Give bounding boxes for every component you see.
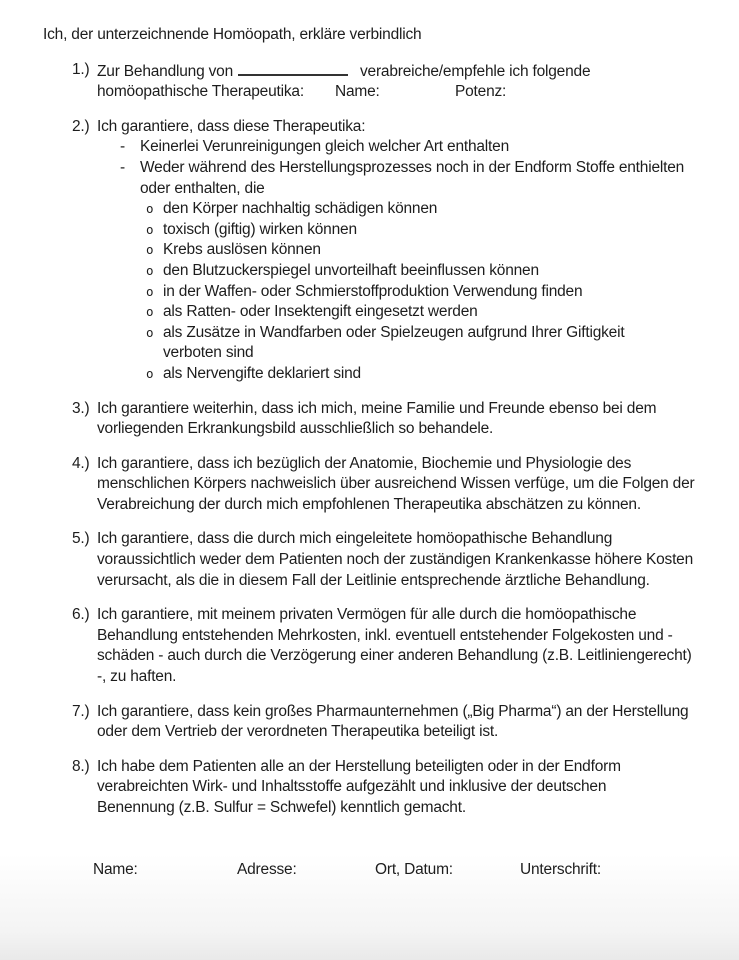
- item-text-line: Ich garantiere, dass die durch mich eingeleitete homöopathische Behandlung: [97, 530, 613, 548]
- list-item-7: [72, 702, 705, 743]
- signature-row: [43, 860, 705, 881]
- bullet-text-line: als Zusätze in Wandfarben oder Spielzeugen aufgrund Ihrer Giftigkeit: [163, 323, 625, 341]
- item-body: [97, 702, 705, 743]
- item-number: 1.): [72, 60, 90, 78]
- item-text-line: oder dem Vertrieb der verordneten Therapeutika beteiligt ist.: [97, 723, 499, 741]
- circle-bullet-item: [146, 261, 705, 282]
- circle-bullet-list: [97, 199, 705, 384]
- signature-label-0: Name:: [93, 860, 138, 878]
- column-label-potenz: Potenz:: [455, 83, 507, 101]
- item-lead-line: Ich garantiere, dass diese Therapeutika:: [97, 117, 366, 135]
- bullet-body: [163, 302, 705, 323]
- circle-bullet-icon: o: [146, 283, 154, 299]
- bullet-text-line: Weder während des Herstellungsprozesses noch in der Endform Stoffe enthielten: [140, 158, 685, 176]
- item-number: 6.): [72, 606, 90, 624]
- bullet-body: [163, 199, 705, 220]
- bullet-body: [163, 261, 705, 282]
- item-body: [97, 60, 705, 103]
- list-item-6: [72, 605, 705, 687]
- item-number: 7.): [72, 702, 90, 720]
- blank-underline-field: [238, 60, 348, 76]
- item-text-line: verabreichten Wirk- und Inhaltsstoffe aufgezählt und inklusive der deutschen: [97, 778, 607, 796]
- circle-bullet-item: [146, 282, 705, 303]
- bullet-text-line: toxisch (giftig) wirken können: [163, 220, 357, 238]
- bullet-body: [140, 158, 705, 199]
- item-text-line: Ich garantiere weiterhin, dass ich mich, meine Familie und Freunde ebenso bei dem: [97, 399, 657, 417]
- circle-bullet-icon: o: [146, 304, 154, 320]
- circle-bullet-item: [146, 240, 705, 261]
- circle-bullet-icon: o: [146, 262, 154, 278]
- item-text-line: voraussichtlich weder dem Patienten noch der zuständigen Krankenkasse höhere Kosten: [97, 551, 694, 569]
- item-text-line: Ich garantiere, dass kein großes Pharmaunternehmen („Big Pharma“) an der Herstellung: [97, 702, 689, 720]
- item-number: 3.): [72, 399, 90, 417]
- item-text-line: -, zu haften.: [97, 668, 177, 686]
- verabreiche-text: verabreiche/empfehle ich folgende: [360, 62, 591, 80]
- dash-bullet-list: [97, 137, 705, 199]
- bullet-text-line: oder enthalten, die: [140, 179, 265, 197]
- item-body: [97, 399, 705, 440]
- document-heading: Ich, der unterzeichnende Homöopath, erkläre verbindlich: [43, 26, 422, 43]
- list-item-5: [72, 529, 705, 591]
- therapeutika-label: homöopathische Therapeutika:: [97, 83, 304, 101]
- bullet-body: [163, 282, 705, 303]
- item-text-line: Ich habe dem Patienten alle an der Herstellung beteiligten oder in der Endform: [97, 757, 621, 775]
- item-body: [97, 454, 705, 516]
- item-text-line: menschlichen Körpers nachweislich über ausreichend Wissen verfüge, um die Folgen der: [97, 475, 695, 493]
- item-text-line: Verabreichung der durch mich empfohlenen Therapeutika abschätzen zu können.: [97, 495, 641, 513]
- list-item-4: [72, 454, 705, 516]
- circle-bullet-icon: o: [146, 221, 154, 237]
- circle-bullet-item: [146, 323, 705, 364]
- bullet-text-line: den Blutzuckerspiegel unvorteilhaft beeinflussen können: [163, 261, 539, 279]
- bullet-text-line: verboten sind: [163, 344, 254, 362]
- bullet-text-line: als Nervengifte deklariert sind: [163, 364, 361, 382]
- circle-bullet-item: [146, 220, 705, 241]
- bullet-text-line: Krebs auslösen können: [163, 241, 321, 259]
- item-text-line: schäden - auch durch die Verzögerung einer anderen Behandlung (z.B. Leitliniengerecht): [97, 647, 692, 665]
- bullet-body: [163, 240, 705, 261]
- item-number: 4.): [72, 454, 90, 472]
- item-body: [97, 117, 705, 385]
- item-text-line: [97, 82, 705, 103]
- list-item-1: [72, 60, 705, 103]
- item-body: [97, 757, 705, 819]
- item-text-line: Behandlung entstehenden Mehrkosten, inkl. eventuell entstehender Folgekosten und -: [97, 626, 673, 644]
- circle-bullet-item: [146, 199, 705, 220]
- bullet-body: [163, 220, 705, 241]
- list-item-8: [72, 757, 705, 819]
- item-body: [97, 529, 705, 591]
- dash-bullet-icon: -: [120, 138, 125, 156]
- dash-bullet-icon: -: [120, 158, 125, 176]
- item-text-line: [97, 60, 705, 83]
- item-text-line: Benennung (z.B. Sulfur = Schwefel) kenntlich gemacht.: [97, 799, 466, 816]
- item-number: 5.): [72, 530, 90, 548]
- signature-label-3: Unterschrift:: [520, 860, 601, 878]
- item-text-line: Ich garantiere, mit meinem privaten Vermögen für alle durch die homöopathische: [97, 606, 637, 624]
- bullet-body: [163, 364, 705, 385]
- circle-bullet-icon: o: [146, 324, 154, 340]
- circle-bullet-icon: o: [146, 242, 154, 258]
- circle-bullet-item: [146, 302, 705, 323]
- bullet-body: [163, 323, 705, 364]
- item-text-line: Ich garantiere, dass ich bezüglich der Anatomie, Biochemie und Physiologie des: [97, 454, 632, 472]
- dash-bullet-item: [120, 158, 705, 199]
- list-item-3: [72, 399, 705, 440]
- item-text-line: vorliegenden Erkrankungsbild ausschließlich so behandele.: [97, 420, 494, 438]
- item-number: 2.): [72, 117, 90, 135]
- behandlung-von-label: Zur Behandlung von: [97, 62, 233, 80]
- numbered-items: [43, 399, 705, 819]
- item-number: 8.): [72, 757, 90, 775]
- dash-bullet-item: [120, 137, 705, 158]
- bullet-text-line: Keinerlei Verunreinigungen gleich welcher Art enthalten: [140, 138, 509, 156]
- bullet-text-line: in der Waffen- oder Schmierstoffproduktion Verwendung finden: [163, 282, 583, 300]
- column-label-name: Name:: [335, 83, 380, 101]
- signature-label-2: Ort, Datum:: [375, 860, 453, 878]
- list-item-2: [72, 117, 705, 385]
- item-body: [97, 605, 705, 687]
- bullet-body: [140, 137, 705, 158]
- bullet-text-line: den Körper nachhaltig schädigen können: [163, 200, 438, 218]
- circle-bullet-icon: o: [146, 201, 154, 217]
- circle-bullet-item: [146, 364, 705, 385]
- circle-bullet-icon: o: [146, 365, 154, 381]
- bullet-text-line: als Ratten- oder Insektengift eingesetzt werden: [163, 303, 478, 321]
- signature-label-1: Adresse:: [237, 860, 297, 878]
- item-text-line: verursacht, als die in diesem Fall der Leitlinie entsprechende ärztliche Behandlung.: [97, 571, 650, 589]
